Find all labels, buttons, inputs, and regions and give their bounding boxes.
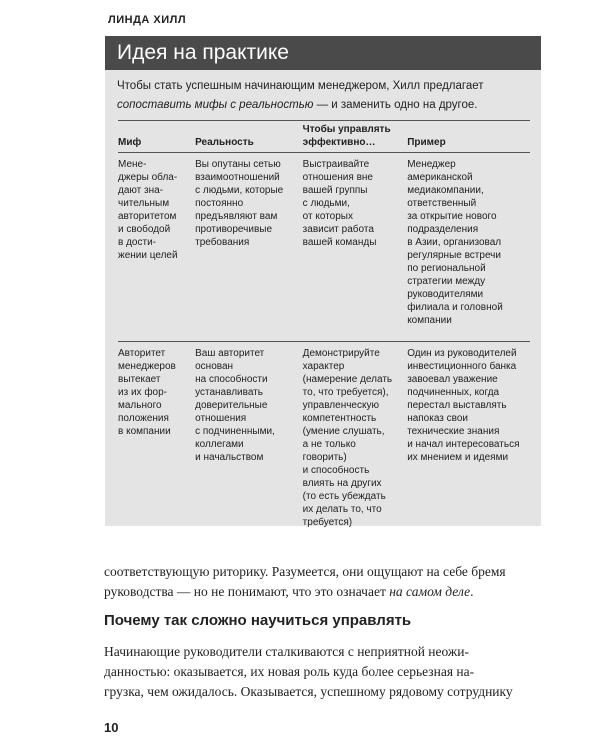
- cell-text-line: компании: [407, 315, 452, 326]
- cell-text-line: (то есть убеждать: [302, 491, 386, 502]
- intro-emphasis: сопоставить мифы с реальностью: [117, 99, 314, 111]
- page-number: 10: [104, 720, 119, 735]
- cell-text-line: (умение слушать,: [302, 426, 385, 437]
- body-line: соответствующую риторику. Разумеется, они ощущают на себе бремя: [104, 564, 506, 579]
- cell-text-line: на способности: [195, 374, 268, 385]
- cell-text-line: дают зна-: [118, 185, 164, 196]
- cell-text-line: Выстраивайте: [302, 159, 370, 170]
- intro-text-end: — и заменить одно на другое.: [313, 99, 478, 111]
- cell-text-line: чительным: [118, 198, 170, 209]
- table-cell-myth: [118, 342, 195, 542]
- cell-text-line: жении целей: [118, 250, 178, 261]
- cell-text-line: джеры обла-: [118, 172, 178, 183]
- cell-text-line: доверительные: [195, 400, 268, 411]
- cell-text-line: менеджеров: [118, 361, 176, 372]
- cell-text-line: то, что требуется),: [302, 387, 389, 398]
- cell-text-line: влиять на других: [302, 478, 382, 489]
- table-cell-reality: [195, 153, 303, 342]
- cell-text-line: регулярные встречи: [407, 250, 501, 261]
- intro-text: Чтобы стать успешным начинающим менеджером, Хилл предлагает: [117, 80, 484, 92]
- sidebar-intro: [105, 70, 541, 115]
- cell-text-line: и способность: [302, 465, 370, 476]
- table-cell-to-manage: [303, 342, 408, 542]
- body-emphasis: на самом деле: [389, 584, 471, 599]
- cell-text-line: руководителями: [407, 289, 484, 300]
- body-line: Начинающие руководители сталкиваются с неприятной неожи-: [104, 644, 469, 659]
- column-header-example: Пример: [407, 121, 530, 153]
- body-line: грузка, чем ожидалось. Оказывается, успешному рядовому сотруднику: [104, 684, 513, 699]
- cell-text-line: (намерение делать: [302, 374, 393, 385]
- table-cell-reality: [195, 342, 303, 542]
- cell-text-line: в компании: [118, 426, 171, 437]
- cell-text-line: стратегии между: [407, 276, 486, 287]
- body-line: руководства — но не понимают, что это означает на самом деле.: [104, 584, 474, 599]
- cell-text-line: управленческую: [302, 400, 379, 411]
- cell-text-line: зависит работа: [302, 224, 374, 235]
- myth-reality-table: [118, 120, 530, 541]
- cell-text-line: Демонстрируйте: [302, 348, 380, 359]
- table-cell-myth: [118, 153, 195, 342]
- cell-text-line: устанавливать: [195, 387, 263, 398]
- cell-text-line: инвестиционного банка: [407, 361, 517, 372]
- cell-text-line: ответственный: [407, 198, 477, 209]
- cell-text-line: вашей группы: [302, 185, 368, 196]
- cell-text-line: постоянно: [195, 198, 244, 209]
- cell-text-line: Авторитет: [118, 348, 166, 359]
- cell-text-line: характер: [302, 361, 345, 372]
- cell-text-line: американской: [407, 172, 473, 183]
- running-head-author: ЛИНДА ХИЛЛ: [108, 14, 187, 26]
- cell-text-line: отношения: [195, 413, 247, 424]
- body-paragraph-2: [104, 642, 516, 702]
- cell-text-line: требования: [195, 237, 250, 248]
- cell-text-line: их мнением и идеями: [407, 452, 509, 463]
- cell-text-line: от которых: [302, 211, 353, 222]
- cell-text-line: вытекает: [118, 374, 161, 385]
- cell-text-line: и начальством: [195, 452, 264, 463]
- cell-text-line: по региональной: [407, 263, 486, 274]
- cell-text-line: завоевал уважение: [407, 374, 498, 385]
- cell-text-line: медиакомпании,: [407, 185, 484, 196]
- cell-text-line: перестал выставлять: [407, 400, 507, 411]
- section-heading: Почему так сложно научиться управлять: [104, 612, 412, 629]
- cell-text-line: вашей команды: [302, 237, 377, 248]
- cell-text-line: и свободой: [118, 224, 171, 235]
- cell-text-line: технические знания: [407, 426, 500, 437]
- cell-text-line: противоречивые: [195, 224, 273, 235]
- table-row: [118, 342, 530, 542]
- cell-text-line: Один из руководителей: [407, 348, 517, 359]
- column-header-to-manage: Чтобы управлять эффективно…: [303, 121, 408, 153]
- cell-text-line: филиала и головной: [407, 302, 503, 313]
- cell-text-line: авторитетом: [118, 211, 177, 222]
- cell-text-line: из их фор-: [118, 387, 167, 398]
- body-line: данностью: оказывается, их новая роль куда более серьезная на-: [104, 664, 475, 679]
- cell-text-line: требуется): [302, 517, 353, 528]
- cell-text-line: мального: [118, 400, 162, 411]
- cell-text-line: подчиненных, когда: [407, 387, 500, 398]
- cell-text-line: взаимоотношений: [195, 172, 280, 183]
- cell-text-line: с людьми,: [302, 198, 350, 209]
- cell-text-line: напоказ свои: [407, 413, 469, 424]
- column-header-reality: Реальность: [195, 121, 303, 153]
- cell-text-line: а не только: [302, 439, 356, 450]
- cell-text-line: отношения вне: [302, 172, 373, 183]
- cell-text-line: Менеджер: [407, 159, 456, 170]
- cell-text-line: их делать то, что: [302, 504, 382, 515]
- cell-text-line: основан: [195, 361, 234, 372]
- cell-text-line: за открытие нового: [407, 211, 497, 222]
- cell-text-line: предъявляют вам: [195, 211, 278, 222]
- cell-text-line: в Азии, организовал: [407, 237, 502, 248]
- cell-text-line: подразделения: [407, 224, 479, 235]
- cell-text-line: положения: [118, 413, 169, 424]
- table-cell-example: [407, 342, 530, 542]
- cell-text-line: с людьми, которые: [195, 185, 284, 196]
- body-paragraph-1: [104, 562, 516, 602]
- cell-text-line: с подчиненными,: [195, 426, 275, 437]
- cell-text-line: Вы опутаны сетью: [195, 159, 281, 170]
- column-header-myth: Миф: [118, 121, 195, 153]
- cell-text-line: в дости-: [118, 237, 156, 248]
- cell-text-line: говорить): [302, 452, 347, 463]
- cell-text-line: и начал интересоваться: [407, 439, 520, 450]
- cell-text-line: Ваш авторитет: [195, 348, 265, 359]
- table-cell-to-manage: [303, 153, 408, 342]
- cell-text-line: компетентность: [302, 413, 377, 424]
- cell-text-line: коллегами: [195, 439, 244, 450]
- cell-text-line: Мене-: [118, 159, 147, 170]
- table-row: [118, 153, 530, 342]
- table-cell-example: [407, 153, 530, 342]
- sidebar-title: Идея на практике: [105, 36, 541, 70]
- table-header-row: [118, 121, 530, 153]
